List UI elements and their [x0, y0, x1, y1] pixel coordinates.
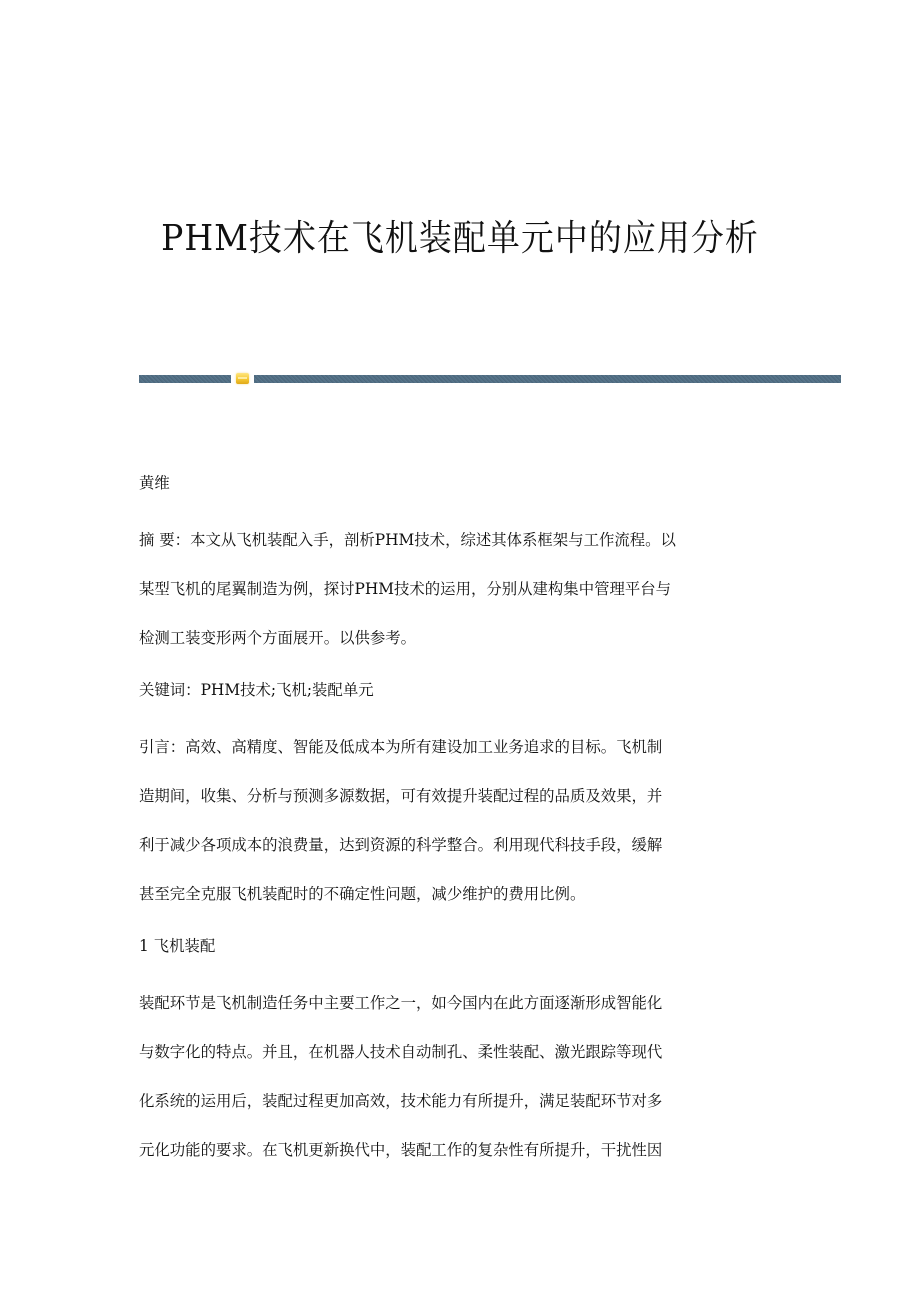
keywords-text: 关键词：PHM技术;飞机;装配单元 — [139, 681, 374, 699]
abstract-line: 检测工装变形两个方面展开。以供参考。 — [139, 629, 417, 647]
intro-paragraph — [139, 723, 789, 919]
abstract-line: 某型飞机的尾翼制造为例，探讨PHM技术的运用，分别从建构集中管理平台与 — [139, 580, 672, 598]
section1-line: 元化功能的要求。在飞机更新换代中，装配工作的复杂性有所提升，干扰性因 — [139, 1141, 663, 1159]
keywords-paragraph — [139, 666, 789, 715]
section1-line: 化系统的运用后，装配过程更加高效，技术能力有所提升，满足装配环节对多 — [139, 1092, 663, 1110]
abstract-line: 摘 要：本文从飞机装配入手，剖析PHM技术，综述其体系框架与工作流程。以 — [139, 531, 676, 549]
intro-line: 利于减少各项成本的浪费量，达到资源的科学整合。利用现代科技手段，缓解 — [139, 836, 663, 854]
document-title: PHM技术在飞机装配单元中的应用分析 — [161, 216, 759, 259]
section-heading — [139, 922, 789, 971]
divider-bar-left — [139, 375, 231, 383]
section1-line: 与数字化的特点。并且，在机器人技术自动制孔、柔性装配、激光跟踪等现代 — [139, 1043, 663, 1061]
author-text: 黄维 — [139, 474, 170, 492]
intro-line: 造期间，收集、分析与预测多源数据，可有效提升装配过程的品质及效果，并 — [139, 787, 663, 805]
abstract-paragraph — [139, 516, 789, 663]
divider-ornament-icon — [236, 373, 249, 384]
intro-line: 引言：高效、高精度、智能及低成本为所有建设加工业务追求的目标。飞机制 — [139, 738, 663, 756]
title-divider — [139, 373, 841, 385]
author-name — [139, 459, 789, 508]
intro-line: 甚至完全克服飞机装配时的不确定性问题，减少维护的费用比例。 — [139, 885, 586, 903]
section1-line: 装配环节是飞机制造任务中主要工作之一，如今国内在此方面逐渐形成智能化 — [139, 994, 663, 1012]
divider-bar-right — [254, 375, 841, 383]
section1-paragraph — [139, 979, 789, 1175]
section1-heading-text: 1 飞机装配 — [139, 937, 216, 955]
